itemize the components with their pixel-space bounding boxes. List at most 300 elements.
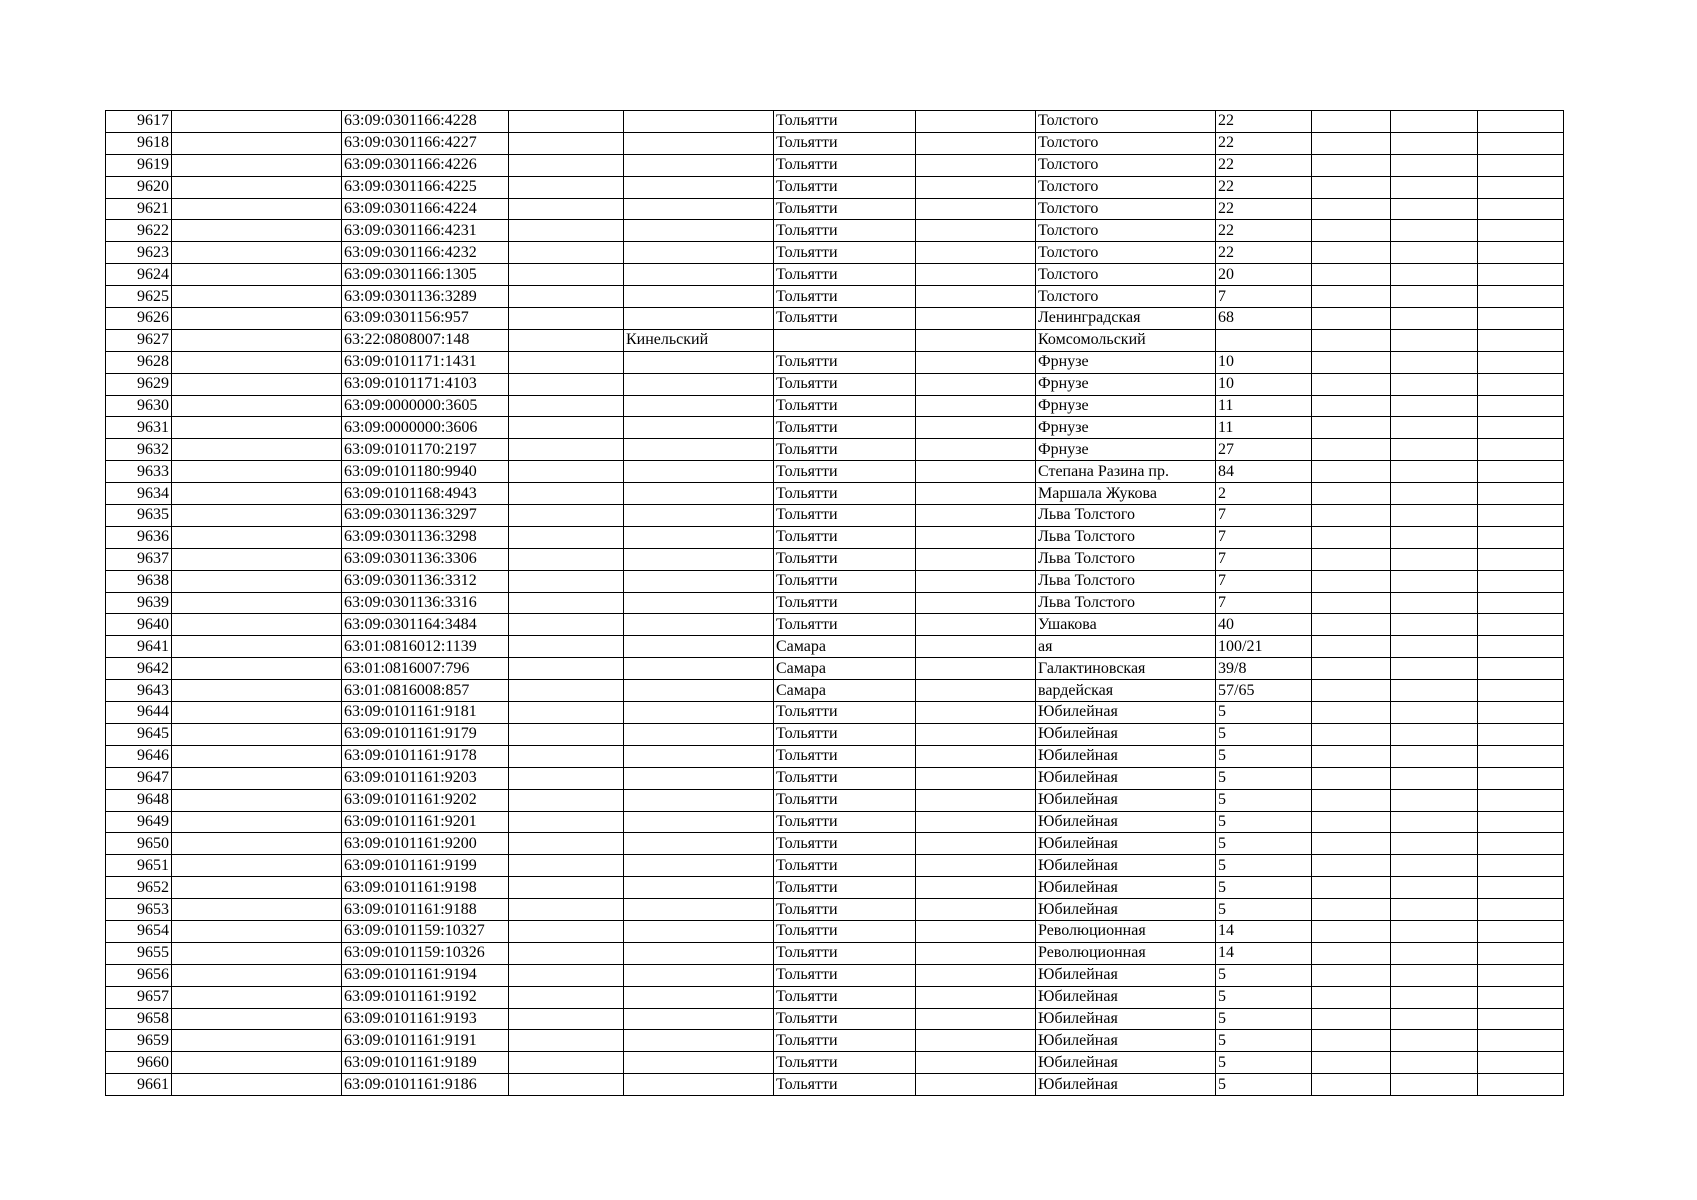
- table-row: [106, 373, 1564, 395]
- city-cell: Тольятти: [774, 242, 916, 264]
- cadastral-number-cell: 63:09:0301136:3297: [342, 505, 509, 527]
- cadastral-number-cell: 63:09:0301156:957: [342, 308, 509, 330]
- row-number-cell: 9617: [106, 111, 172, 133]
- blank-cell: [172, 548, 342, 570]
- row-number-cell: 9620: [106, 176, 172, 198]
- row-number-cell: 9637: [106, 548, 172, 570]
- blank-cell: [172, 1008, 342, 1030]
- table-body: [106, 111, 1564, 1096]
- blank-cell: [1312, 329, 1391, 351]
- row-number-cell: 9631: [106, 417, 172, 439]
- district-cell: [624, 877, 774, 899]
- house-number-cell: 7: [1216, 570, 1312, 592]
- blank-cell: [1391, 176, 1478, 198]
- house-number-cell: 5: [1216, 877, 1312, 899]
- blank-cell: [1312, 680, 1391, 702]
- blank-cell: [509, 811, 624, 833]
- blank-cell: [1478, 1008, 1564, 1030]
- table-row: [106, 811, 1564, 833]
- blank-cell: [1391, 680, 1478, 702]
- blank-cell: [916, 723, 1036, 745]
- house-number-cell: 22: [1216, 242, 1312, 264]
- table-row: [106, 198, 1564, 220]
- district-cell: [624, 1074, 774, 1096]
- street-cell: Юбилейная: [1036, 899, 1216, 921]
- cadastral-number-cell: 63:09:0101161:9199: [342, 855, 509, 877]
- blank-cell: [916, 1030, 1036, 1052]
- blank-cell: [1478, 811, 1564, 833]
- cadastral-number-cell: 63:09:0301136:3316: [342, 592, 509, 614]
- cadastral-number-cell: 63:09:0101168:4943: [342, 483, 509, 505]
- blank-cell: [1391, 789, 1478, 811]
- district-cell: [624, 964, 774, 986]
- blank-cell: [1391, 1052, 1478, 1074]
- city-cell: Тольятти: [774, 702, 916, 724]
- blank-cell: [1312, 964, 1391, 986]
- street-cell: Толстого: [1036, 286, 1216, 308]
- blank-cell: [916, 526, 1036, 548]
- blank-cell: [1478, 767, 1564, 789]
- street-cell: Юбилейная: [1036, 833, 1216, 855]
- district-cell: [624, 198, 774, 220]
- blank-cell: [172, 745, 342, 767]
- blank-cell: [916, 855, 1036, 877]
- row-number-cell: 9629: [106, 373, 172, 395]
- blank-cell: [172, 373, 342, 395]
- blank-cell: [916, 132, 1036, 154]
- blank-cell: [916, 395, 1036, 417]
- blank-cell: [916, 505, 1036, 527]
- blank-cell: [1478, 833, 1564, 855]
- blank-cell: [172, 1074, 342, 1096]
- district-cell: [624, 767, 774, 789]
- row-number-cell: 9634: [106, 483, 172, 505]
- row-number-cell: 9619: [106, 154, 172, 176]
- blank-cell: [1391, 154, 1478, 176]
- house-number-cell: 22: [1216, 176, 1312, 198]
- city-cell: Тольятти: [774, 986, 916, 1008]
- street-cell: Юбилейная: [1036, 767, 1216, 789]
- blank-cell: [1478, 680, 1564, 702]
- blank-cell: [1391, 855, 1478, 877]
- blank-cell: [172, 964, 342, 986]
- blank-cell: [1478, 132, 1564, 154]
- cadastral-number-cell: 63:09:0101161:9193: [342, 1008, 509, 1030]
- district-cell: [624, 680, 774, 702]
- blank-cell: [1478, 592, 1564, 614]
- row-number-cell: 9660: [106, 1052, 172, 1074]
- house-number-cell: 5: [1216, 986, 1312, 1008]
- house-number-cell: 22: [1216, 220, 1312, 242]
- table-row: [106, 132, 1564, 154]
- blank-cell: [1391, 1074, 1478, 1096]
- blank-cell: [1312, 286, 1391, 308]
- district-cell: [624, 439, 774, 461]
- blank-cell: [1391, 658, 1478, 680]
- blank-cell: [172, 986, 342, 1008]
- blank-cell: [172, 592, 342, 614]
- blank-cell: [916, 920, 1036, 942]
- cadastral-number-cell: 63:09:0101161:9186: [342, 1074, 509, 1096]
- blank-cell: [1478, 286, 1564, 308]
- district-cell: [624, 505, 774, 527]
- city-cell: Тольятти: [774, 417, 916, 439]
- street-cell: Юбилейная: [1036, 789, 1216, 811]
- house-number-cell: 5: [1216, 833, 1312, 855]
- district-cell: [624, 176, 774, 198]
- table-row: [106, 964, 1564, 986]
- table-row: [106, 242, 1564, 264]
- street-cell: Юбилейная: [1036, 964, 1216, 986]
- city-cell: Тольятти: [774, 264, 916, 286]
- blank-cell: [1478, 220, 1564, 242]
- table-row: [106, 220, 1564, 242]
- blank-cell: [1478, 242, 1564, 264]
- row-number-cell: 9633: [106, 461, 172, 483]
- blank-cell: [1391, 986, 1478, 1008]
- table-row: [106, 942, 1564, 964]
- blank-cell: [916, 417, 1036, 439]
- street-cell: Юбилейная: [1036, 1052, 1216, 1074]
- house-number-cell: 5: [1216, 1074, 1312, 1096]
- house-number-cell: 5: [1216, 789, 1312, 811]
- blank-cell: [916, 329, 1036, 351]
- blank-cell: [509, 242, 624, 264]
- row-number-cell: 9651: [106, 855, 172, 877]
- district-cell: [624, 1008, 774, 1030]
- cadastral-number-cell: 63:09:0000000:3606: [342, 417, 509, 439]
- blank-cell: [1312, 461, 1391, 483]
- blank-cell: [916, 1052, 1036, 1074]
- cadastral-number-cell: 63:09:0301166:4227: [342, 132, 509, 154]
- cadastral-number-cell: 63:09:0101161:9194: [342, 964, 509, 986]
- blank-cell: [509, 723, 624, 745]
- district-cell: [624, 942, 774, 964]
- district-cell: [624, 417, 774, 439]
- blank-cell: [1478, 308, 1564, 330]
- cadastral-number-cell: 63:09:0301136:3289: [342, 286, 509, 308]
- district-cell: [624, 526, 774, 548]
- blank-cell: [916, 833, 1036, 855]
- blank-cell: [1391, 483, 1478, 505]
- blank-cell: [172, 614, 342, 636]
- blank-cell: [916, 242, 1036, 264]
- row-number-cell: 9642: [106, 658, 172, 680]
- street-cell: Льва Толстого: [1036, 526, 1216, 548]
- table-row: [106, 614, 1564, 636]
- blank-cell: [1391, 198, 1478, 220]
- city-cell: Тольятти: [774, 855, 916, 877]
- city-cell: Тольятти: [774, 176, 916, 198]
- row-number-cell: 9628: [106, 351, 172, 373]
- blank-cell: [916, 877, 1036, 899]
- table-row: [106, 658, 1564, 680]
- blank-cell: [509, 176, 624, 198]
- district-cell: [624, 264, 774, 286]
- street-cell: Юбилейная: [1036, 702, 1216, 724]
- row-number-cell: 9641: [106, 636, 172, 658]
- street-cell: Юбилейная: [1036, 745, 1216, 767]
- blank-cell: [509, 592, 624, 614]
- blank-cell: [509, 986, 624, 1008]
- blank-cell: [509, 745, 624, 767]
- city-cell: Тольятти: [774, 570, 916, 592]
- blank-cell: [1391, 351, 1478, 373]
- cadastral-number-cell: 63:09:0101159:10326: [342, 942, 509, 964]
- street-cell: Юбилейная: [1036, 855, 1216, 877]
- city-cell: [774, 329, 916, 351]
- blank-cell: [916, 198, 1036, 220]
- row-number-cell: 9640: [106, 614, 172, 636]
- blank-cell: [1312, 833, 1391, 855]
- house-number-cell: 5: [1216, 899, 1312, 921]
- table-row: [106, 461, 1564, 483]
- blank-cell: [509, 395, 624, 417]
- blank-cell: [1312, 264, 1391, 286]
- blank-cell: [172, 855, 342, 877]
- blank-cell: [916, 111, 1036, 133]
- blank-cell: [1312, 570, 1391, 592]
- blank-cell: [1312, 526, 1391, 548]
- cadastral-number-cell: 63:09:0301166:4225: [342, 176, 509, 198]
- table-row: [106, 1052, 1564, 1074]
- district-cell: [624, 986, 774, 1008]
- blank-cell: [172, 220, 342, 242]
- cadastral-number-cell: 63:09:0101159:10327: [342, 920, 509, 942]
- cadastral-number-cell: 63:01:0816007:796: [342, 658, 509, 680]
- house-number-cell: 39/8: [1216, 658, 1312, 680]
- house-number-cell: 5: [1216, 745, 1312, 767]
- street-cell: Комсомольский: [1036, 329, 1216, 351]
- blank-cell: [1312, 855, 1391, 877]
- street-cell: Толстого: [1036, 132, 1216, 154]
- blank-cell: [172, 942, 342, 964]
- blank-cell: [172, 636, 342, 658]
- blank-cell: [1312, 702, 1391, 724]
- blank-cell: [1478, 264, 1564, 286]
- street-cell: Толстого: [1036, 242, 1216, 264]
- blank-cell: [172, 483, 342, 505]
- row-number-cell: 9627: [106, 329, 172, 351]
- city-cell: Тольятти: [774, 483, 916, 505]
- street-cell: Фрнузе: [1036, 417, 1216, 439]
- street-cell: вардейская: [1036, 680, 1216, 702]
- district-cell: [624, 132, 774, 154]
- district-cell: [624, 920, 774, 942]
- blank-cell: [916, 483, 1036, 505]
- blank-cell: [172, 505, 342, 527]
- blank-cell: [1312, 1052, 1391, 1074]
- blank-cell: [1312, 614, 1391, 636]
- blank-cell: [916, 154, 1036, 176]
- blank-cell: [172, 111, 342, 133]
- blank-cell: [1391, 329, 1478, 351]
- table-row: [106, 264, 1564, 286]
- row-number-cell: 9639: [106, 592, 172, 614]
- house-number-cell: 84: [1216, 461, 1312, 483]
- blank-cell: [1391, 833, 1478, 855]
- district-cell: [624, 1030, 774, 1052]
- blank-cell: [172, 461, 342, 483]
- blank-cell: [1478, 198, 1564, 220]
- house-number-cell: 10: [1216, 351, 1312, 373]
- blank-cell: [1312, 439, 1391, 461]
- blank-cell: [916, 789, 1036, 811]
- blank-cell: [172, 242, 342, 264]
- blank-cell: [916, 439, 1036, 461]
- cadastral-number-cell: 63:09:0101161:9200: [342, 833, 509, 855]
- blank-cell: [916, 614, 1036, 636]
- cadastral-number-cell: 63:09:0101161:9181: [342, 702, 509, 724]
- district-cell: [624, 789, 774, 811]
- row-number-cell: 9657: [106, 986, 172, 1008]
- blank-cell: [1391, 636, 1478, 658]
- row-number-cell: 9626: [106, 308, 172, 330]
- blank-cell: [172, 351, 342, 373]
- cadastral-number-cell: 63:09:0101180:9940: [342, 461, 509, 483]
- blank-cell: [1391, 526, 1478, 548]
- blank-cell: [916, 220, 1036, 242]
- table-row: [106, 592, 1564, 614]
- blank-cell: [1312, 395, 1391, 417]
- blank-cell: [509, 154, 624, 176]
- blank-cell: [1391, 570, 1478, 592]
- blank-cell: [1478, 1074, 1564, 1096]
- table-row: [106, 154, 1564, 176]
- blank-cell: [916, 702, 1036, 724]
- blank-cell: [916, 1074, 1036, 1096]
- blank-cell: [1478, 351, 1564, 373]
- blank-cell: [172, 570, 342, 592]
- blank-cell: [509, 920, 624, 942]
- blank-cell: [1478, 636, 1564, 658]
- house-number-cell: 22: [1216, 154, 1312, 176]
- district-cell: [624, 811, 774, 833]
- blank-cell: [172, 1030, 342, 1052]
- blank-cell: [1391, 920, 1478, 942]
- street-cell: Льва Толстого: [1036, 505, 1216, 527]
- blank-cell: [172, 329, 342, 351]
- table-row: [106, 526, 1564, 548]
- cadastral-number-cell: 63:09:0101161:9191: [342, 1030, 509, 1052]
- blank-cell: [1391, 242, 1478, 264]
- blank-cell: [1312, 877, 1391, 899]
- cadastral-number-cell: 63:09:0301166:4226: [342, 154, 509, 176]
- blank-cell: [1478, 942, 1564, 964]
- table-row: [106, 483, 1564, 505]
- blank-cell: [916, 308, 1036, 330]
- row-number-cell: 9630: [106, 395, 172, 417]
- district-cell: [624, 592, 774, 614]
- city-cell: Тольятти: [774, 505, 916, 527]
- blank-cell: [1312, 920, 1391, 942]
- blank-cell: [916, 658, 1036, 680]
- district-cell: [624, 220, 774, 242]
- blank-cell: [916, 461, 1036, 483]
- blank-cell: [509, 220, 624, 242]
- blank-cell: [172, 680, 342, 702]
- row-number-cell: 9656: [106, 964, 172, 986]
- row-number-cell: 9654: [106, 920, 172, 942]
- city-cell: Тольятти: [774, 154, 916, 176]
- row-number-cell: 9650: [106, 833, 172, 855]
- blank-cell: [172, 833, 342, 855]
- blank-cell: [1312, 767, 1391, 789]
- city-cell: Тольятти: [774, 220, 916, 242]
- table-row: [106, 176, 1564, 198]
- row-number-cell: 9644: [106, 702, 172, 724]
- blank-cell: [509, 833, 624, 855]
- city-cell: Тольятти: [774, 351, 916, 373]
- table-row: [106, 439, 1564, 461]
- blank-cell: [916, 899, 1036, 921]
- house-number-cell: 7: [1216, 505, 1312, 527]
- district-cell: [624, 154, 774, 176]
- blank-cell: [172, 526, 342, 548]
- blank-cell: [509, 505, 624, 527]
- blank-cell: [509, 1052, 624, 1074]
- blank-cell: [1391, 111, 1478, 133]
- row-number-cell: 9643: [106, 680, 172, 702]
- house-number-cell: 5: [1216, 1008, 1312, 1030]
- blank-cell: [1391, 614, 1478, 636]
- blank-cell: [1391, 942, 1478, 964]
- district-cell: [624, 833, 774, 855]
- blank-cell: [1391, 877, 1478, 899]
- blank-cell: [509, 439, 624, 461]
- house-number-cell: 5: [1216, 723, 1312, 745]
- blank-cell: [509, 942, 624, 964]
- house-number-cell: 14: [1216, 920, 1312, 942]
- blank-cell: [1478, 373, 1564, 395]
- blank-cell: [1478, 154, 1564, 176]
- cadastral-number-cell: 63:09:0101161:9178: [342, 745, 509, 767]
- street-cell: Юбилейная: [1036, 986, 1216, 1008]
- row-number-cell: 9653: [106, 899, 172, 921]
- street-cell: Юбилейная: [1036, 1008, 1216, 1030]
- blank-cell: [1391, 395, 1478, 417]
- blank-cell: [509, 614, 624, 636]
- blank-cell: [1478, 745, 1564, 767]
- district-cell: [624, 658, 774, 680]
- row-number-cell: 9646: [106, 745, 172, 767]
- blank-cell: [172, 286, 342, 308]
- blank-cell: [1478, 439, 1564, 461]
- row-number-cell: 9648: [106, 789, 172, 811]
- table-row: [106, 1074, 1564, 1096]
- cadastral-number-cell: 63:09:0101161:9202: [342, 789, 509, 811]
- city-cell: Тольятти: [774, 198, 916, 220]
- blank-cell: [1391, 439, 1478, 461]
- blank-cell: [1478, 176, 1564, 198]
- row-number-cell: 9659: [106, 1030, 172, 1052]
- blank-cell: [1312, 548, 1391, 570]
- blank-cell: [1478, 702, 1564, 724]
- district-cell: [624, 899, 774, 921]
- district-cell: [624, 614, 774, 636]
- table-row: [106, 308, 1564, 330]
- house-number-cell: [1216, 329, 1312, 351]
- blank-cell: [916, 636, 1036, 658]
- table-row: [106, 745, 1564, 767]
- blank-cell: [509, 132, 624, 154]
- district-cell: [624, 111, 774, 133]
- district-cell: [624, 636, 774, 658]
- blank-cell: [509, 483, 624, 505]
- cadastral-number-cell: 63:09:0101170:2197: [342, 439, 509, 461]
- blank-cell: [1312, 242, 1391, 264]
- blank-cell: [1312, 1074, 1391, 1096]
